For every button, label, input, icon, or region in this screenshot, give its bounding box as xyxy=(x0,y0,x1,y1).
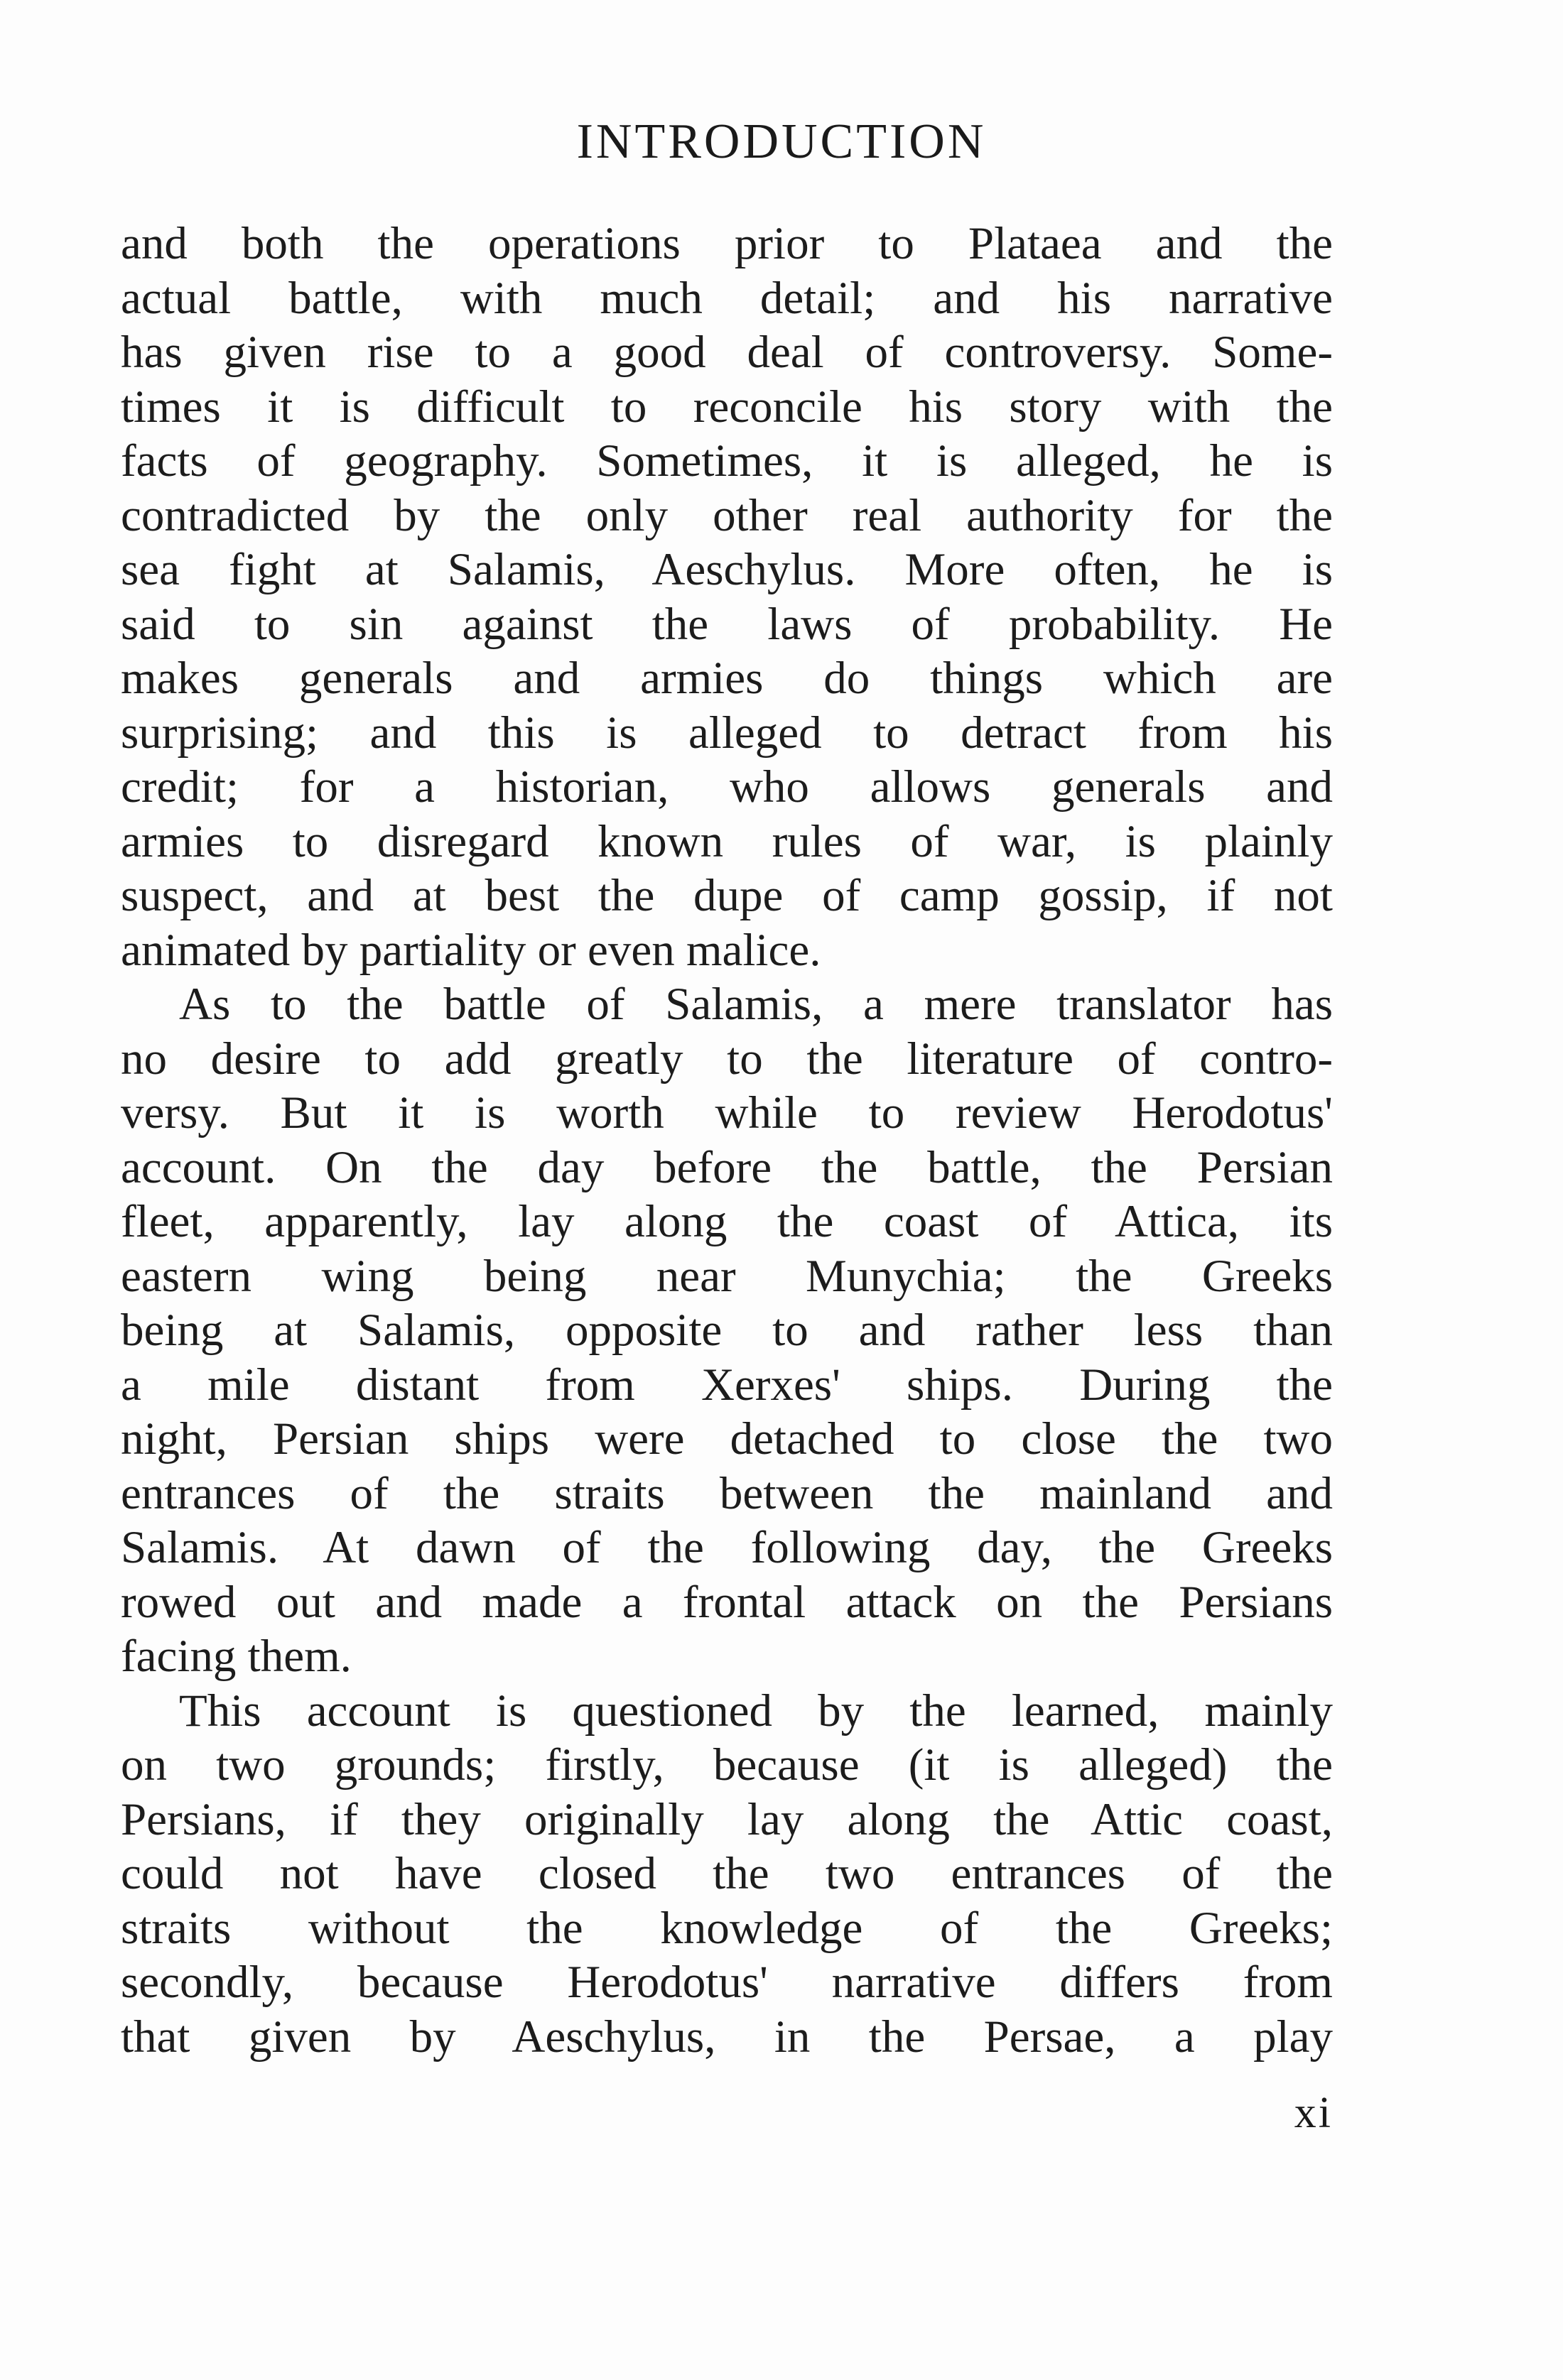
text-line: This account is questioned by the learned, mainly xyxy=(179,1685,1333,1737)
text-line: makes generals and armies do things which are xyxy=(121,653,1333,704)
text-line: secondly, because Herodotus' narrative differs from xyxy=(121,1957,1333,2008)
text-line: animated by partiality or even malice. xyxy=(121,924,821,976)
text-line: straits without the knowledge of the Greeks; xyxy=(121,1902,1333,1954)
text-line: Persians, if they originally lay along the Attic coast, xyxy=(121,1793,1333,1845)
text-line: actual battle, with much detail; and his narrative xyxy=(121,272,1333,324)
text-line: night, Persian ships were detached to close the two xyxy=(121,1413,1333,1465)
paragraph-2 xyxy=(121,977,1333,1684)
body-text xyxy=(121,217,1333,2064)
text-line: rowed out and made a frontal attack on the Persians xyxy=(121,1576,1333,1628)
paragraph-3 xyxy=(121,1684,1333,2065)
page-number: xi xyxy=(1294,2089,1333,2137)
text-line: versy. But it is worth while to review Herodotus' xyxy=(121,1087,1333,1139)
text-line: fleet, apparently, lay along the coast of Attica, its xyxy=(121,1196,1333,1247)
paragraph-1 xyxy=(121,217,1333,977)
text-line: being at Salamis, opposite to and rather less than xyxy=(121,1305,1333,1356)
text-line: suspect, and at best the dupe of camp gossip, if not xyxy=(121,870,1333,921)
text-line: on two grounds; firstly, because (it is alleged) the xyxy=(121,1739,1333,1791)
text-line: contradicted by the only other real authority for the xyxy=(121,489,1333,541)
text-line: As to the battle of Salamis, a mere translator has xyxy=(179,979,1333,1030)
text-line: a mile distant from Xerxes' ships. During the xyxy=(121,1359,1333,1411)
text-line: no desire to add greatly to the literature of contro- xyxy=(121,1033,1333,1085)
text-line: armies to disregard known rules of war, is plainly xyxy=(121,815,1333,867)
text-line: entrances of the straits between the mainland and xyxy=(121,1467,1333,1519)
text-line: credit; for a historian, who allows generals and xyxy=(121,761,1333,813)
text-line: sea fight at Salamis, Aeschylus. More often, he is xyxy=(121,544,1333,595)
running-head: INTRODUCTION xyxy=(576,114,987,169)
text-line: could not have closed the two entrances of the xyxy=(121,1848,1333,1899)
text-line: times it is difficult to reconcile his story with the xyxy=(121,381,1333,433)
text-line: facts of geography. Sometimes, it is alleged, he is xyxy=(121,435,1333,487)
text-line: that given by Aeschylus, in the Persae, a play xyxy=(121,2011,1333,2063)
text-line: has given rise to a good deal of controversy. Some- xyxy=(121,327,1333,378)
text-line: facing them. xyxy=(121,1631,352,1682)
text-line: and both the operations prior to Plataea and the xyxy=(121,218,1333,269)
text-line: eastern wing being near Munychia; the Greeks xyxy=(121,1250,1333,1302)
text-line: surprising; and this is alleged to detract from his xyxy=(121,707,1333,759)
text-line: said to sin against the laws of probability. He xyxy=(121,598,1333,650)
text-line: account. On the day before the battle, the Persian xyxy=(121,1141,1333,1193)
text-line: Salamis. At dawn of the following day, the Greeks xyxy=(121,1522,1333,1573)
